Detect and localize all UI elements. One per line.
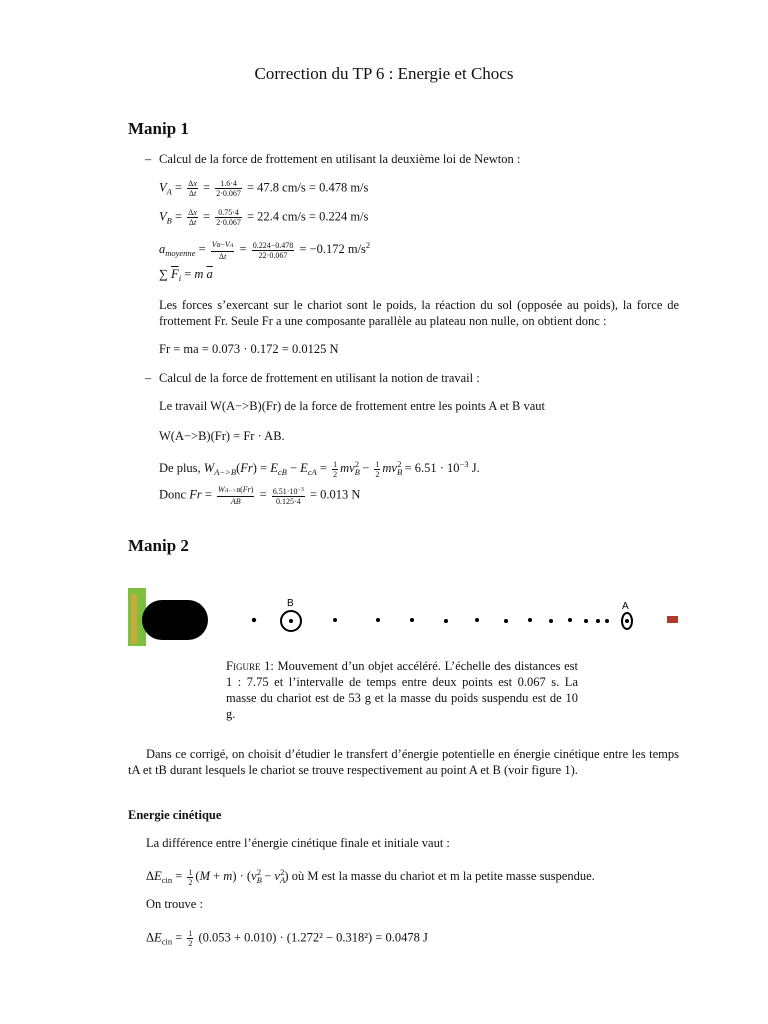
vb-result: = 22.4 cm/s = 0.224 m/s bbox=[246, 209, 369, 224]
figure-caption bbox=[226, 658, 578, 722]
motion-figure bbox=[128, 586, 678, 648]
equation-delta-result: $\Delta E_{cin}$ = $\frac{1}{2}$ (0.053 + 0.010) · (1.272² − 0.318²) = 0.0478 J bbox=[146, 929, 428, 948]
a-result: = −0.172 m/s bbox=[299, 242, 366, 256]
diff-line: La différence entre l’énergie cinétique finale et initiale vaut : bbox=[146, 836, 450, 850]
chariot-edge bbox=[131, 594, 137, 644]
donc-result: = 0.013 N bbox=[309, 487, 361, 502]
chariot bbox=[142, 600, 208, 640]
intro-paragraph: Dans ce corrigé, on choisit d’étudier le transfert d’énergie potentielle en énergie cinétique entre les temps tA et tB durant lesquels le chariot se trouve respectivement au point A et B (voir figure 1). bbox=[128, 747, 679, 777]
caption-text: Mouvement d’un objet accéléré. L’échelle des distances est 1 : 7.75 et l’intervalle de temps entre deux points est 0.067 s. La masse du chariot est de 53 g et la masse du poids suspendu est de 10 g. bbox=[226, 659, 578, 721]
equation-delta-ecin: $\Delta E_{cin}$ = $\frac{1}{2}$ $(M + m) \cdot (v_B^2 - v_A^2)$ où M est la masse du chariot et m la petite masse suspendue. bbox=[146, 867, 595, 887]
equation-va: $V_A$ = $\frac{\Delta x}{\Delta t}$ = $\frac{1.6\cdot 4}{2\cdot 0.067}$ = 47.8 cm/s = 0.478 m/s bbox=[159, 179, 369, 198]
list-bullet: – bbox=[145, 152, 152, 166]
deplus-result: = 6.51 · 10 bbox=[404, 461, 460, 475]
figure-label: Figure 1: bbox=[226, 659, 274, 673]
equation-w-def: W(A−>B)(Fr) = Fr · AB. bbox=[159, 429, 285, 443]
section-heading-manip-1: Manip 1 bbox=[128, 119, 189, 138]
section-heading-manip-2: Manip 2 bbox=[128, 536, 189, 555]
travail-line: Le travail W(A−>B)(Fr) de la force de frottement entre les points A et B vaut bbox=[159, 399, 545, 413]
forces-paragraph: Les forces s’exercant sur le chariot sont le poids, la réaction du sol (opposée au poids), la force de frottement Fr. Seule Fr a une composante parallèle au plateau non nulle, on obtient donc : bbox=[159, 298, 679, 328]
va-result: = 47.8 cm/s = 0.478 m/s bbox=[246, 180, 369, 195]
equation-donc: Donc Fr = $\frac{WA->B(Fr)}{AB}$ = $\frac{6.51\cdot 10^{-3}}{0.125\cdot 4}$ = 0.013 N bbox=[159, 485, 361, 506]
point-a-label: A bbox=[622, 601, 629, 612]
page-title: Correction du TP 6 : Energie et Chocs bbox=[254, 64, 514, 83]
equation-fr: Fr = ma = 0.073 · 0.172 = 0.0125 N bbox=[159, 342, 339, 356]
list-bullet: – bbox=[145, 371, 152, 385]
equation-acceleration: $a_{moyenne}$ = $\frac{VB-VA}{\Delta t}$ = $\frac{0.224-0.478}{22\cdot 0.067}$ = −0.172 $m/s^2$ bbox=[159, 239, 371, 261]
item1-intro: Calcul de la force de frottement en utilisant la deuxième loi de Newton : bbox=[159, 152, 521, 166]
on-trouve: On trouve : bbox=[146, 897, 203, 911]
point-b-label: B bbox=[287, 598, 294, 609]
delta-result: (0.053 + 0.010) · (1.272² − 0.318²) = 0.0478 J bbox=[198, 930, 428, 945]
subheading-energie-cinetique: Energie cinétique bbox=[128, 808, 222, 822]
red-marker bbox=[667, 616, 678, 623]
delta-tail: où M est la masse du chariot et m la petite masse suspendue. bbox=[291, 869, 595, 883]
equation-vb: $V_B$ = $\frac{\Delta x}{\Delta t}$ = $\frac{0.75\cdot 4}{2\cdot 0.067}$ = 22.4 cm/s = 0.224 m/s bbox=[159, 208, 369, 227]
equation-newton: ∑ $\overline{F}_i = m$ $\overline{a}$ bbox=[159, 267, 213, 283]
item2-intro: Calcul de la force de frottement en utilisant la notion de travail : bbox=[159, 371, 480, 385]
equation-de-plus: De plus, $W_{A->B}(Fr) = E_{cB} - E_{cA}$ = $\frac{1}{2}$ $mv_B^2$ − $\frac{1}{2}$ $mv_B^2 = 6.51 \cdot 10^{-3}$ J. bbox=[159, 459, 480, 479]
